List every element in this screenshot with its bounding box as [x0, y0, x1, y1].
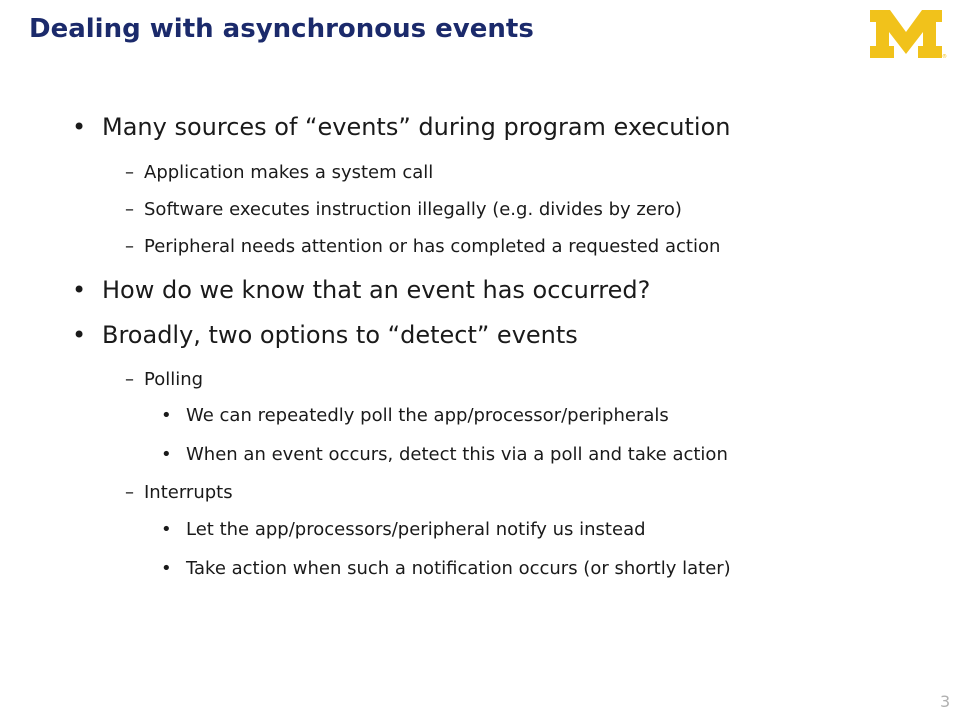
sub-item-polling [125, 369, 203, 390]
bullet-item-event-sources [72, 113, 731, 141]
dash-marker: – [125, 199, 134, 220]
bullet-marker: • [161, 558, 172, 579]
bullet-item-event-detection-question [72, 276, 650, 304]
dash-marker: – [125, 369, 134, 390]
bullet-marker: • [161, 405, 172, 426]
sub-item-text: Application makes a system call [144, 162, 434, 183]
bullet-marker: • [72, 321, 87, 349]
sub-item-text: Polling [144, 369, 204, 390]
bullet-text: How do we know that an event has occurred? [102, 276, 651, 304]
page-number: 3 [940, 692, 951, 711]
sub-item-text: Interrupts [144, 482, 233, 503]
registered-mark-icon: ® [942, 54, 947, 60]
bullet-marker: • [161, 444, 172, 465]
detail-item-repeated-poll [161, 405, 669, 426]
dash-marker: – [125, 482, 134, 503]
sub-item-illegal-instruction [125, 199, 682, 220]
bullet-text: Many sources of “events” during program execution [102, 113, 731, 141]
detail-item-poll-action [161, 444, 728, 465]
bullet-marker: • [72, 113, 87, 141]
sub-item-text: Peripheral needs attention or has completed a requested action [144, 236, 721, 257]
bullet-marker: • [161, 519, 172, 540]
sub-item-peripheral-attention [125, 236, 720, 257]
sub-item-system-call [125, 162, 433, 183]
detail-item-text: We can repeatedly poll the app/processor/peripherals [186, 405, 669, 426]
sub-item-text: Software executes instruction illegally (e.g. divides by zero) [144, 199, 682, 220]
bullet-marker: • [72, 276, 87, 304]
detail-item-text: When an event occurs, detect this via a poll and take action [186, 444, 728, 465]
logo-m-shape [870, 10, 942, 58]
detail-item-notify [161, 519, 646, 540]
detail-item-text: Take action when such a notification occurs (or shortly later) [186, 558, 731, 579]
bullet-item-detection-options [72, 321, 578, 349]
detail-item-notification-action [161, 558, 731, 579]
dash-marker: – [125, 162, 134, 183]
university-block-m-logo-icon [868, 8, 947, 60]
bullet-text: Broadly, two options to “detect” events [102, 321, 578, 349]
dash-marker: – [125, 236, 134, 257]
detail-item-text: Let the app/processors/peripheral notify us instead [186, 519, 646, 540]
slide-title: Dealing with asynchronous events [29, 14, 534, 44]
sub-item-interrupts [125, 482, 233, 503]
